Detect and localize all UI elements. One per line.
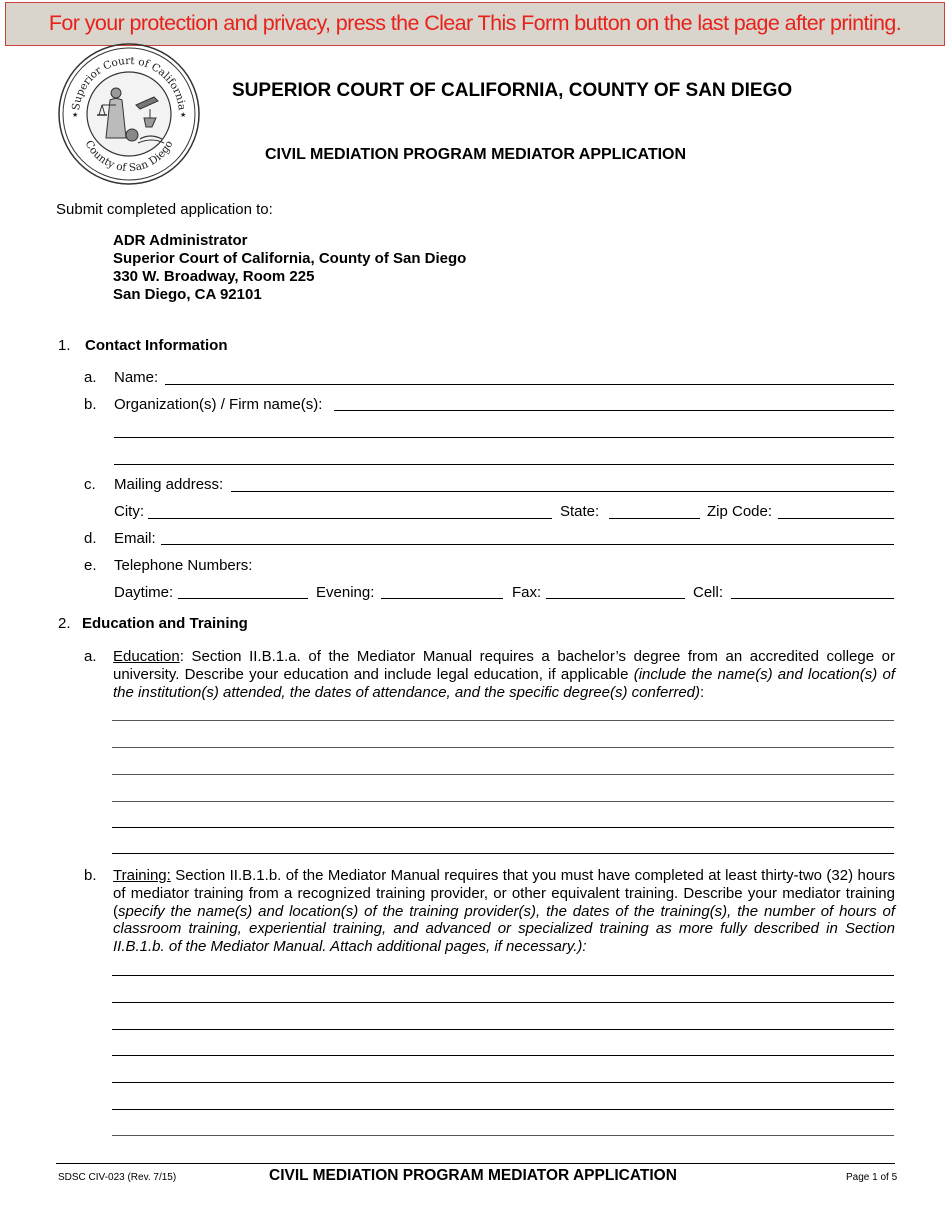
education-instructions: [113, 648, 895, 701]
footer-divider: [56, 1163, 895, 1164]
mailing-address-field[interactable]: [231, 491, 894, 492]
city-label: City:: [114, 503, 144, 520]
address-line-2: Superior Court of California, County of San Diego: [113, 250, 467, 267]
training-answer-line[interactable]: [112, 1082, 894, 1083]
daytime-label: Daytime:: [114, 584, 174, 601]
email-label: Email:: [114, 530, 156, 547]
item-a-letter: a.: [84, 369, 97, 386]
organization-field-line-3[interactable]: [114, 464, 894, 465]
education-answer-line[interactable]: [112, 801, 894, 802]
telephone-numbers-label: Telephone Numbers:: [114, 557, 253, 574]
training-heading: Training:: [113, 867, 171, 884]
section-1-title: Contact Information: [85, 337, 228, 354]
cell-phone-field[interactable]: [731, 598, 894, 599]
form-code: SDSC CIV-023 (Rev. 7/15): [58, 1172, 177, 1183]
education-answer-line[interactable]: [112, 747, 894, 748]
section-2-number: 2.: [58, 615, 71, 632]
item-b-letter: b.: [84, 396, 97, 413]
item-2a-letter: a.: [84, 648, 97, 665]
item-d-letter: d.: [84, 530, 97, 547]
footer-form-title: CIVIL MEDIATION PROGRAM MEDIATOR APPLICATION: [269, 1167, 677, 1184]
item-c-letter: c.: [84, 476, 96, 493]
training-answer-line[interactable]: [112, 1029, 894, 1030]
daytime-phone-field[interactable]: [178, 598, 308, 599]
fax-label: Fax:: [512, 584, 542, 601]
education-text-end: :: [700, 683, 705, 701]
state-field[interactable]: [609, 518, 700, 519]
item-e-letter: e.: [84, 557, 97, 574]
training-answer-line[interactable]: [112, 1055, 894, 1056]
address-line-4: San Diego, CA 92101: [113, 286, 262, 303]
training-answer-line[interactable]: [112, 1109, 894, 1110]
address-line-3: 330 W. Broadway, Room 225: [113, 268, 315, 285]
training-answer-line[interactable]: [112, 1002, 894, 1003]
state-label: State:: [560, 503, 600, 520]
name-field[interactable]: [165, 384, 894, 385]
organization-field-line-2[interactable]: [114, 437, 894, 438]
svg-text:★: ★: [72, 112, 79, 119]
seal-text-bottom: County of San Diego: [82, 138, 176, 175]
education-answer-line[interactable]: [112, 720, 894, 721]
court-name-heading: SUPERIOR COURT OF CALIFORNIA, COUNTY OF SAN DIEGO: [232, 80, 793, 101]
training-italic-text: specify the name(s) and location(s) of the training provider(s), the dates of the training(s), the number of hours of classroom training, experiential training, and advanced or specialized training as more fully described in Section II.B.1.b. of the Mediator Manual. Attach additional pages, if necessary.):: [113, 902, 895, 956]
section-1-number: 1.: [58, 337, 71, 354]
privacy-banner: For your protection and privacy, press the Clear This Form button on the last page after printing.: [5, 2, 945, 46]
form-title-heading: CIVIL MEDIATION PROGRAM MEDIATOR APPLICATION: [265, 146, 687, 163]
item-2b-letter: b.: [84, 867, 97, 884]
mailing-address-label: Mailing address:: [114, 476, 224, 493]
fax-field[interactable]: [546, 598, 685, 599]
organization-field-line-1[interactable]: [334, 410, 894, 411]
education-answer-line[interactable]: [112, 827, 894, 828]
education-italic-text: (include the name(s) and location(s) of the institution(s) attended, the dates of attendance, and the specific degree(s) conferred): [113, 665, 895, 701]
organization-label: Organization(s) / Firm name(s):: [114, 396, 323, 413]
court-seal-logo: [56, 43, 202, 185]
evening-label: Evening:: [316, 584, 375, 601]
city-field[interactable]: [148, 518, 552, 519]
education-answer-line[interactable]: [112, 774, 894, 775]
training-answer-line[interactable]: [112, 1135, 894, 1136]
training-answer-line[interactable]: [112, 975, 894, 976]
submit-intro-text: Submit completed application to:: [56, 201, 273, 218]
email-field[interactable]: [161, 544, 894, 545]
training-instructions: [113, 867, 895, 956]
address-line-1: ADR Administrator: [113, 232, 248, 249]
education-text: : Section II.B.1.a. of the Mediator Manual requires a bachelor’s degree from an accredited college or university. Describe your education and include legal education, if applicable: [113, 648, 895, 683]
evening-phone-field[interactable]: [381, 598, 503, 599]
section-2-title: Education and Training: [82, 615, 248, 632]
cell-label: Cell:: [693, 584, 724, 601]
training-text: Section II.B.1.b. of the Mediator Manual requires that you must have completed at least thirty-two (32) hours of mediator training from a recognized training provider, or other equivalent training. Describe your mediator training (: [113, 867, 895, 920]
zip-code-field[interactable]: [778, 518, 894, 519]
education-heading: Education: [113, 648, 180, 665]
page-number: Page 1 of 5: [846, 1172, 898, 1183]
name-label: Name:: [114, 369, 159, 386]
seal-text-top: Superior Court of California: [70, 54, 188, 112]
svg-text:★: ★: [180, 112, 187, 119]
education-answer-line[interactable]: [112, 853, 894, 854]
zip-code-label: Zip Code:: [707, 503, 773, 520]
